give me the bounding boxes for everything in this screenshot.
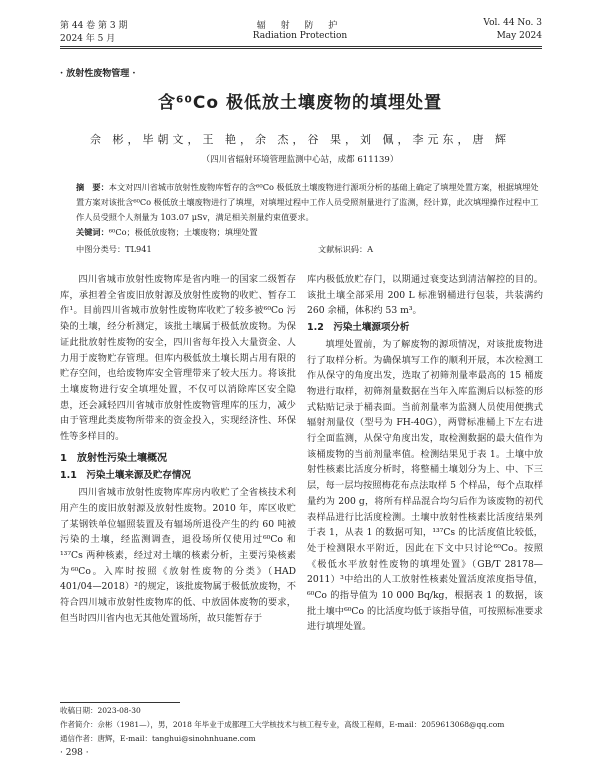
footnotes (60, 704, 542, 746)
paragraph-1-2: 填埋处置前，为了解废物的源项情况，对该批废物进行了取样分析。为确保填写工作的顺利开展，本次检测工作从保守的角度出发，选取了初筛剂量率最高的 15 桶废物进行取样，初筛剂量数据在当年入库监测后以标签的形式粘贴记录于桶表面。当前剂量率为监测人员使用便携式辐射剂量仪（型号为 FH-40G），两臂标准桶上下左右进行全面监测，从保守角度出发，取检测数据的最大值作为该桶废物的当前剂量率值。检测结果见于表 1。土壤中放射性核素比活度分析时，将整桶土壤划分为上、中、下三层，每一层均按照梅花布点法取样 5 个样品，每个点取样量约为 200 g，将所有样品混合均匀后作为该废物的初代表样品进行比活度检测。土壤中放射性核素比活度结果列于表 1，从表 1 的数据可知，¹³⁷Cs 的比活度值比较低，处于检测限水平附近，因此在下文中只讨论⁶⁰Co。按照《极低水平放射性废物的填埋处置》（GB/T 28178—2011）³中给出的人工放射性核素处置活度浓度指导值，⁶⁰Co 的指导值为 10 000 Bq/kg，根据表 1 的数据，该批土壤中⁶⁰Co 的比活度均低于该指导值，可按照标准要求进行填埋处置。 (307, 338, 543, 633)
abstract-text: 本文对四川省城市放射性废物库暂存的含⁶⁰Co 极低放土壤废物进行源项分析的基础上确定了填埋处置方案，根据填埋处置方案对该批含⁶⁰Co 极低放土壤废物进行了填埋，对填埋过程中工作人员受照剂量进行了监测，经计算，此次填埋操作过程中工作人员受照个人剂量为 103.07 μSv，满足相关剂量约束值要求。 (76, 182, 539, 222)
paragraph-1-1: 四川省城市放射性废物库库房内收贮了全省核技术利用产生的废旧放射源及放射性废物。2010 年，库区收贮了某钢铁单位辐照装置及有辐场所退役产生的约 60 吨被污染的土壤，经监测调查，退役场所仅使用过⁶⁰Co 和¹³⁷Cs 两种核素，经过对土壤的核素分析，主要污染核素为⁶⁰Co。入库时按照《放射性废物的分类》（HAD 401/04—2018）²的规定，该批废物属于极低放废物，不符合四川城市放射性废物库的低、中放固体废物的要求，但当时四川省内也无其他处置场所，故只能暂存于 (60, 487, 296, 624)
article-title: 含⁶⁰Co 极低放土壤废物的填埋处置 (158, 93, 442, 113)
footnote-rule (60, 702, 180, 703)
page-number: · 298 · (60, 748, 89, 758)
header-date-cn: 2024 年 5 月 (60, 34, 116, 44)
received-date: 收稿日期：2023-08-30 (60, 706, 141, 715)
header-volume-en: Vol. 44 No. 3 (483, 18, 542, 28)
intro-paragraph: 四川省城市放射性废物库是省内唯一的国家二级暂存库，承担着全省废旧放射源及放射性废物的收贮、暂存工作¹。目前四川省城市放射性废物库收贮了较多被⁶⁰Co 污染的土壤，经分析测定，该批土壤属于极低放废物。为保证此批放射性废物的安全，四川省每年投入大量资金、人力用于废物贮存管理。但库内极低放土壤长期占用有限的贮存空间，也给废物库安全管理带来了较大压力。将该批土壤废物进行安全填埋处置，不仅可以消除库区安全隐患，还会减轻四川省城市放射性废物管理库的压力，减少由于管理此类废物所带来的资金投入，实现经济性、环保性等多样目的。 (60, 274, 296, 443)
header-volume-cn: 第 44 卷 第 3 期 (60, 21, 128, 31)
corresponding-author: 通信作者：唐辉，E-mail：tanghui@sinohnhuane.com (60, 734, 256, 743)
subsection-heading-1-2: 1.2 污染土壤源项分析 (307, 322, 410, 334)
header-rule-thin (60, 48, 542, 49)
header-date-en: May 2024 (496, 31, 542, 41)
right-column (307, 272, 543, 635)
document-code: 文献标识码：A (318, 244, 374, 254)
header-rule (60, 46, 542, 47)
section-tag: · 放射性废物管理 · (60, 69, 136, 79)
header-journal-cn: 辐 射 防 护 (256, 21, 344, 31)
header-journal-en: Radiation Protection (252, 31, 348, 41)
affiliation: （四川省辐射环境管理监测中心站，成都 611139） (201, 155, 399, 165)
clc-number: 中图分类号：TL941 (76, 244, 152, 254)
author-bio: 作者简介：佘彬（1981—），男，2018 年毕业于成都理工大学核技术与核工程专业，高级工程师，E-mail：2059613068@qq.com (60, 720, 505, 729)
abstract (76, 180, 542, 225)
subsection-heading-1-1: 1.1 污染土壤来源及贮存情况 (60, 470, 191, 482)
keywords-label: 关键词： (76, 227, 109, 237)
abstract-label: 摘 要： (76, 182, 109, 192)
section-heading-1: 1 放射性污染土壤概况 (60, 452, 167, 464)
paragraph-1-1-cont: 库内极低放贮存门，以期通过衰变达到清洁解控的目的。该批土壤全部采用 200 L 标准钢桶进行包装，共装满约 260 余桶，体积约 53 m³。 (307, 274, 543, 317)
keywords (76, 225, 542, 239)
left-column (60, 272, 296, 626)
author-list: 佘 彬，毕朝文，王 艳，余 杰，谷 果，刘 佩，李元东，唐 辉 (90, 133, 510, 146)
keywords-text: ⁶⁰Co；极低放废物；土壤废物；填埋处置 (108, 227, 258, 237)
